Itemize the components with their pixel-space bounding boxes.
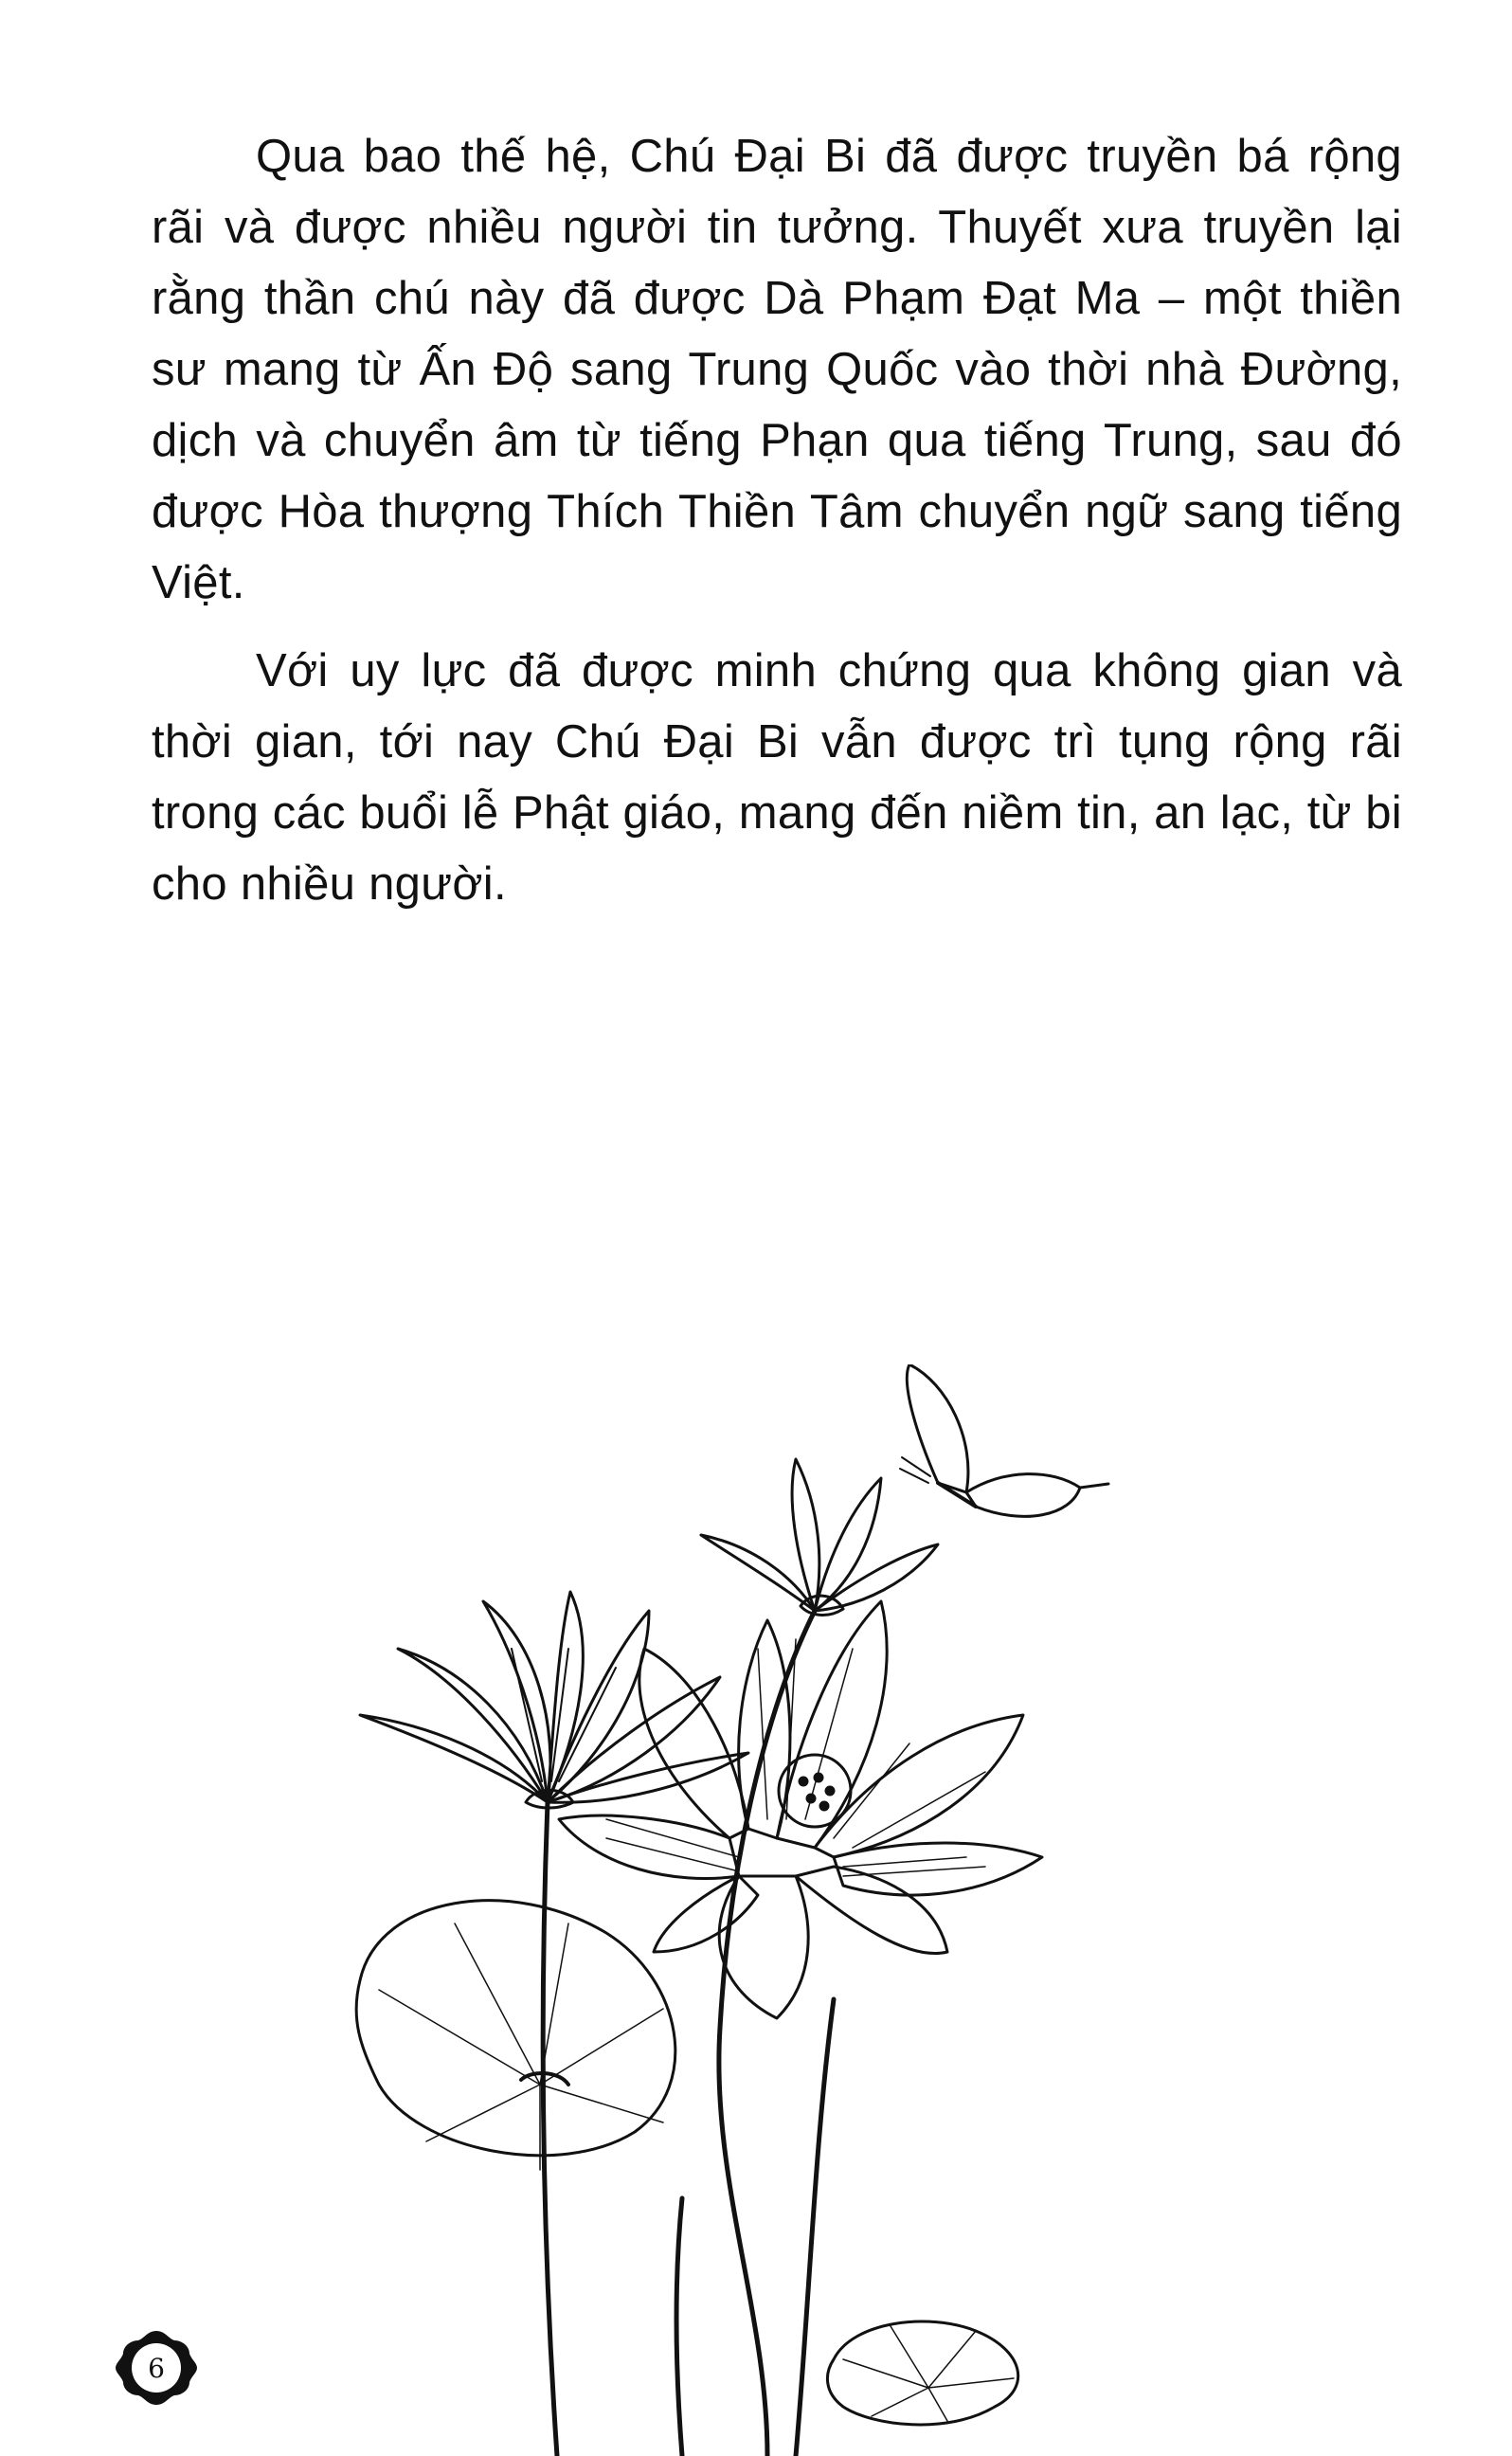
lotus-illustration: [322, 1364, 1232, 2456]
lotus-leaf-icon: [827, 2321, 1017, 2425]
body-text: [152, 121, 1402, 937]
lotus-flower-icon: [360, 1592, 748, 1808]
butterfly-icon: [900, 1364, 1108, 1516]
paragraph-2: Với uy lực đã được minh chứng qua không gian và thời gian, tới nay Chú Đại Bi vẫn được trì tụng rộng rãi trong các buổi lễ Phật giáo, mang đến niềm tin, an lạc, từ bi cho nhiều người.: [152, 645, 1402, 910]
lotus-flower-icon: [559, 1601, 1042, 2018]
page-number-badge: [116, 2327, 197, 2409]
lotus-bud-icon: [701, 1459, 938, 1615]
paragraph-1: Qua bao thế hệ, Chú Đại Bi đã được truyền bá rộng rãi và được nhiều người tin tưởng. Thuyết xưa truyền lại rằng thần chú này đã được Dà Phạm Đạt Ma – một thiền sư mang từ Ấn Độ sang Trung Quốc vào thời nhà Đường, dịch và chuyển âm từ tiếng Phạn qua tiếng Trung, sau đó được Hòa thượng Thích Thiền Tâm chuyển ngữ sang tiếng Việt.: [152, 131, 1402, 608]
lotus-leaf-icon: [356, 1901, 675, 2170]
page-number: 6: [148, 2352, 165, 2384]
